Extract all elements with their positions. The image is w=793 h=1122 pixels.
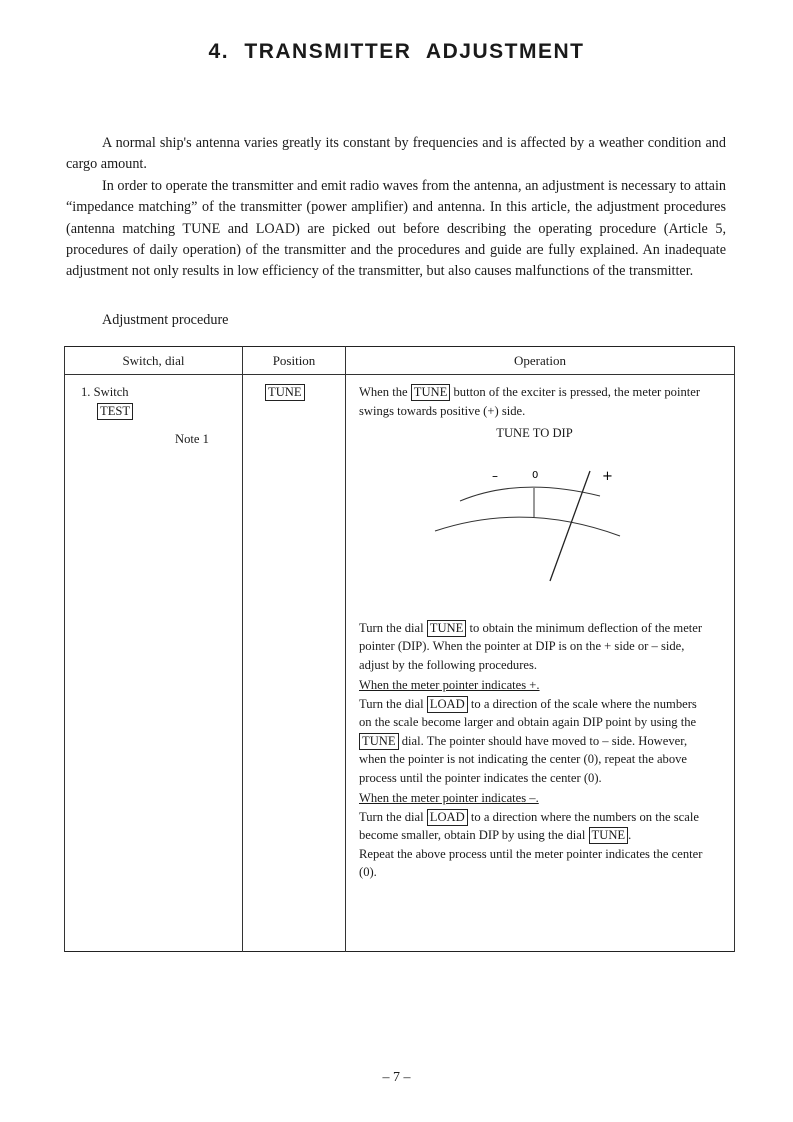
operation-step-exciter: When the TUNE button of the exciter is pressed, the meter pointer swings towards positive (+) side. xyxy=(359,385,701,418)
header-switch-dial: Switch, dial xyxy=(65,347,243,375)
switch-cell xyxy=(65,375,243,952)
operation-step-tune-dial: Turn the dial TUNE to obtain the minimum deflection of the meter pointer (DIP). When the pointer at DIP is on the + side or – side, adjust by the following procedures. xyxy=(359,620,703,672)
load-dial-key-2: LOAD xyxy=(427,809,468,826)
page-number: – 7 – xyxy=(382,1070,411,1085)
operation-step-plus: Turn the dial LOAD to a direction of the scale where the numbers on the scale become larger and obtain again DIP point by using the TUNE dial. The pointer should have moved to – side. However, when the pointer is not indicating the center (0), repeat the above process until the pointer indicates the center (0). xyxy=(359,696,697,785)
minus-case-heading: When the meter pointer indicates –. xyxy=(359,791,539,805)
meter-gauge-diagram xyxy=(420,451,650,601)
tune-position-key: TUNE xyxy=(265,384,305,401)
gauge-pointer xyxy=(550,471,590,581)
gauge-minus-label: – xyxy=(491,468,498,483)
operation-step-repeat: Repeat the above process until the meter pointer indicates the center (0). xyxy=(359,846,703,879)
load-dial-key: LOAD xyxy=(427,696,468,713)
switch-label: 1. Switch xyxy=(81,385,129,399)
gauge-outer-arc xyxy=(460,487,600,501)
tune-dial-key: TUNE xyxy=(427,620,467,637)
intro-paragraph: A normal ship's antenna varies greatly its constant by frequencies and is affected by a weather condition and cargo amount. xyxy=(66,135,726,173)
adjustment-procedure-table xyxy=(64,346,735,952)
header-position: Position xyxy=(243,347,346,375)
gauge-zero-label: 0 xyxy=(531,469,538,481)
gauge-inner-arc xyxy=(435,517,620,536)
test-switch-key: TEST xyxy=(97,403,133,420)
operation-step-minus: Turn the dial LOAD to a direction where the numbers on the scale become smaller, obtain DIP by using the dial TUNE . xyxy=(359,809,699,842)
position-cell xyxy=(243,375,346,952)
procedure-label: Adjustment procedure xyxy=(102,312,229,328)
table-row xyxy=(65,375,735,952)
table-header-row xyxy=(65,347,735,375)
tune-button-key: TUNE xyxy=(411,384,451,401)
tune-dial-key-2: TUNE xyxy=(359,733,399,750)
gauge-plus-label: + xyxy=(601,468,613,484)
tune-to-dip-caption: TUNE TO DIP xyxy=(496,426,573,440)
page-title: 4. TRANSMITTER ADJUSTMENT xyxy=(208,40,585,63)
tune-dial-key-3: TUNE xyxy=(589,827,629,844)
note-label: Note 1 xyxy=(175,432,209,446)
header-operation: Operation xyxy=(346,347,735,375)
plus-case-heading: When the meter pointer indicates +. xyxy=(359,678,540,692)
matching-paragraph: In order to operate the transmitter and emit radio waves from the antenna, an adjustment is necessary to attain “impedance matching” of the transmitter (power amplifier) and antenna. In this article, the adjustment procedures (antenna matching TUNE and LOAD) are picked out before describing the operating procedure (Article 5, procedures of daily operation) of the transmitter and the procedures and guide are fully explained. An inadequate adjustment not only results in low efficiency of the transmitter, but also causes malfunctions of the transmitter. xyxy=(66,178,726,280)
operation-cell xyxy=(346,375,735,952)
